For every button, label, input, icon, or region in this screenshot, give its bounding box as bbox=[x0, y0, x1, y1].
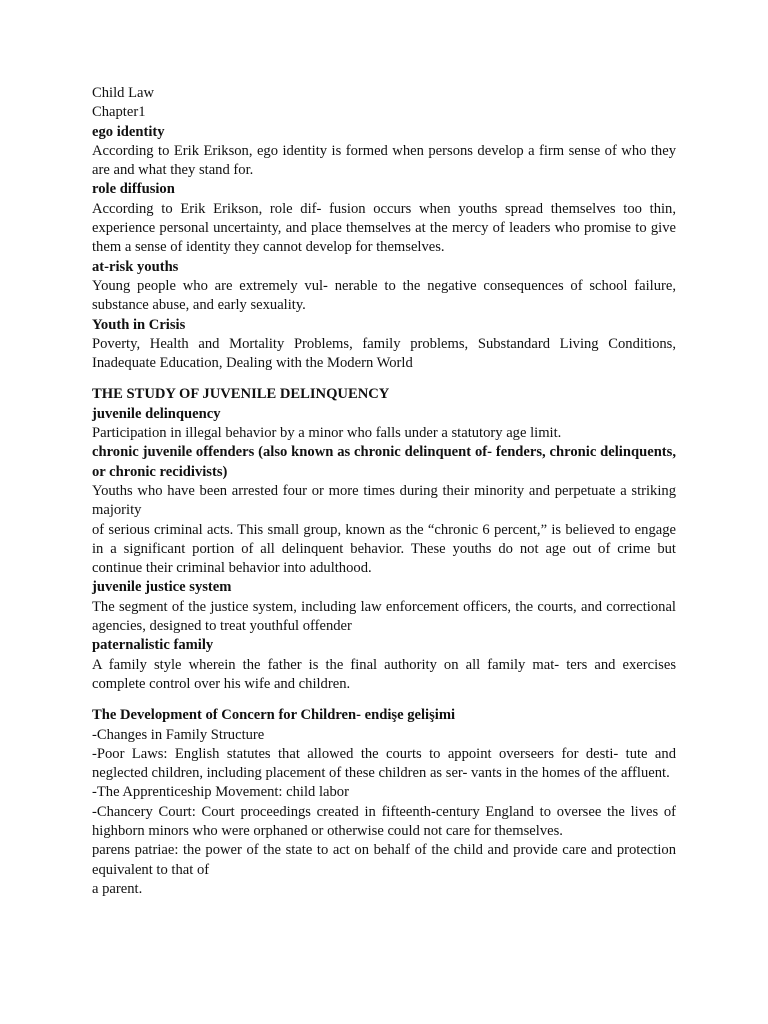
chapter-label: Chapter1 bbox=[92, 104, 146, 121]
term-chronic-offenders: chronic juvenile offenders (also known as chronic delinquent of- fenders, chronic delinquents, or chronic recidivists) bbox=[92, 444, 676, 480]
term-youth-in-crisis: Youth in Crisis bbox=[92, 316, 186, 333]
definition-chronic-offenders-part1: Youths who have been arrested four or more times during their minority and perpetuate a striking majority bbox=[92, 482, 676, 519]
term-at-risk-youths: at-risk youths bbox=[92, 258, 179, 275]
definition-youth-in-crisis: Poverty, Health and Mortality Problems, family problems, Substandard Living Conditions, Inadequate Education, Dealing with the Modern World bbox=[92, 335, 676, 372]
list-item: -Changes in Family Structure bbox=[92, 726, 265, 743]
definition-paternalistic-family: A family style wherein the father is the final authority on all family mat- ters and exercises complete control over his wife and children. bbox=[92, 656, 676, 692]
list-item: parens patriae: the power of the state to act on behalf of the child and provide care and protection equivalent to that of bbox=[92, 842, 676, 878]
definition-juvenile-justice-system: The segment of the justice system, including law enforcement officers, the courts, and correctional agencies, designed to treat youthful offender bbox=[92, 598, 676, 635]
list-item: a parent. bbox=[92, 880, 143, 897]
section-gap bbox=[92, 694, 676, 706]
term-juvenile-delinquency: juvenile delinquency bbox=[92, 405, 221, 422]
list-item: -The Apprenticeship Movement: child labor bbox=[92, 784, 349, 801]
document-title: Child Law bbox=[92, 85, 155, 101]
definition-at-risk-youths: Young people who are extremely vul- nerable to the negative consequences of school failure, substance abuse, and early sexuality. bbox=[92, 277, 676, 314]
section-heading-development: The Development of Concern for Children- endişe gelişimi bbox=[92, 707, 456, 724]
list-item: -Chancery Court: Court proceedings created in fifteenth-century England to oversee the lives of highborn minors who were orphaned or otherwise could not care for themselves. bbox=[92, 803, 676, 839]
definition-role-diffusion: According to Erik Erikson, role dif- fusion occurs when youths spread themselves too thin, experience personal uncertainty, and place themselves at the mercy of leaders who promise to give them a sense of identity they cannot develop for themselves. bbox=[92, 200, 676, 256]
section-gap bbox=[92, 373, 676, 385]
term-ego-identity: ego identity bbox=[92, 123, 165, 140]
term-paternalistic-family: paternalistic family bbox=[92, 637, 214, 654]
term-role-diffusion: role diffusion bbox=[92, 181, 175, 198]
definition-chronic-offenders-part2: of serious criminal acts. This small group, known as the “chronic 6 percent,” is believed to engage in a significant portion of all delinquent behavior. These youths do not age out of crime but continue their criminal behavior into adulthood. bbox=[92, 521, 676, 577]
definition-ego-identity: According to Erik Erikson, ego identity is formed when persons develop a firm sense of who they are and what they stand for. bbox=[92, 142, 676, 179]
term-juvenile-justice-system: juvenile justice system bbox=[92, 579, 232, 596]
list-item: -Poor Laws: English statutes that allowed the courts to appoint overseers for desti- tute and neglected children, including placement of these children as ser- vants in the homes of the affluent. bbox=[92, 745, 676, 782]
document-page bbox=[92, 84, 676, 899]
definition-juvenile-delinquency: Participation in illegal behavior by a minor who falls under a statutory age limit. bbox=[92, 425, 562, 442]
section-heading-study: THE STUDY OF JUVENILE DELINQUENCY bbox=[92, 386, 390, 403]
